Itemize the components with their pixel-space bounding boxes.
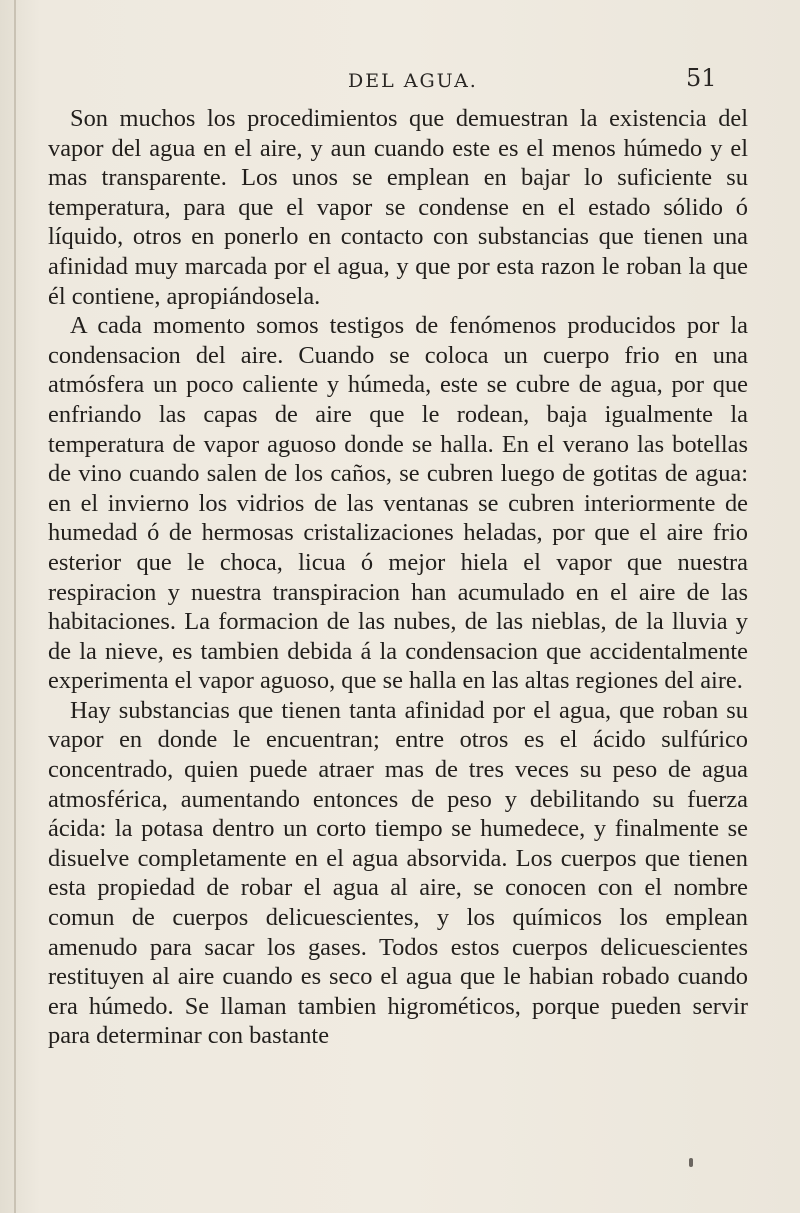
paragraph-2: A cada momento somos testigos de fenómenos producidos por la condensacion del aire. Cuando se coloca un cuerpo frio en una atmósfera un poco caliente y húmeda, este se cubre de agua, por que enfriando las capas de aire que le rodean, baja igualmente la temperatura de vapor aguoso donde se halla. En el verano las botellas de vino cuando salen de los caños, se cubren luego de gotitas de agua: en el invierno los vidrios de las ventanas se cubren interiormente de humedad ó de hermosas cristalizaciones heladas, por que el aire frio esterior que le choca, licua ó mejor hiela el vapor que nuestra respiracion y nuestra transpiracion han acumulado en el aire de las habitaciones. La formacion de las nubes, de las nieblas, de la lluvia y de la nieve, es tambien debida á la condensacion que accidentalmente experimenta el vapor aguoso, que se halla en las altas regiones del aire.	[48, 312, 748, 695]
page-edge-divider	[14, 0, 16, 1213]
page-number: 51	[686, 64, 717, 92]
ink-mark	[689, 1158, 693, 1167]
page-header	[0, 64, 800, 94]
paragraph-1: Son muchos los procedimientos que demuestran la existencia del vapor del agua en el aire, y aun cuando este es el menos húmedo y el mas transparente. Los unos se emplean en bajar lo suficiente su temperatura, para que el vapor se condense en el estado sólido ó líquido, otros en ponerlo en contacto con substancias que tienen una afinidad muy marcada por el agua, y que por esta razon le roban la que él contiene, apropiándosela.	[48, 105, 748, 310]
running-head: DEL AGUA.	[348, 70, 478, 92]
paragraph-3: Hay substancias que tienen tanta afinidad por el agua, que roban su vapor en donde le encuentran; entre otros es el ácido sulfúrico concentrado, quien puede atraer mas de tres veces su peso de agua atmosférica, aumentando entonces de peso y debilitando su fuerza ácida: la potasa dentro un corto tiempo se humedece, y finalmente se disuelve completamente en el agua absorvida. Los cuerpos que tienen esta propiedad de robar el agua al aire, se conocen con el nombre comun de cuerpos delicuescientes, y los químicos los emplean amenudo para sacar los gases. Todos estos cuerpos delicuescientes restituyen al aire cuando es seco el agua que le habian robado cuando era húmedo. Se llaman tambien higrométicos, porque pueden servir para determinar con bastante	[48, 696, 748, 1050]
body-text	[48, 104, 748, 1051]
